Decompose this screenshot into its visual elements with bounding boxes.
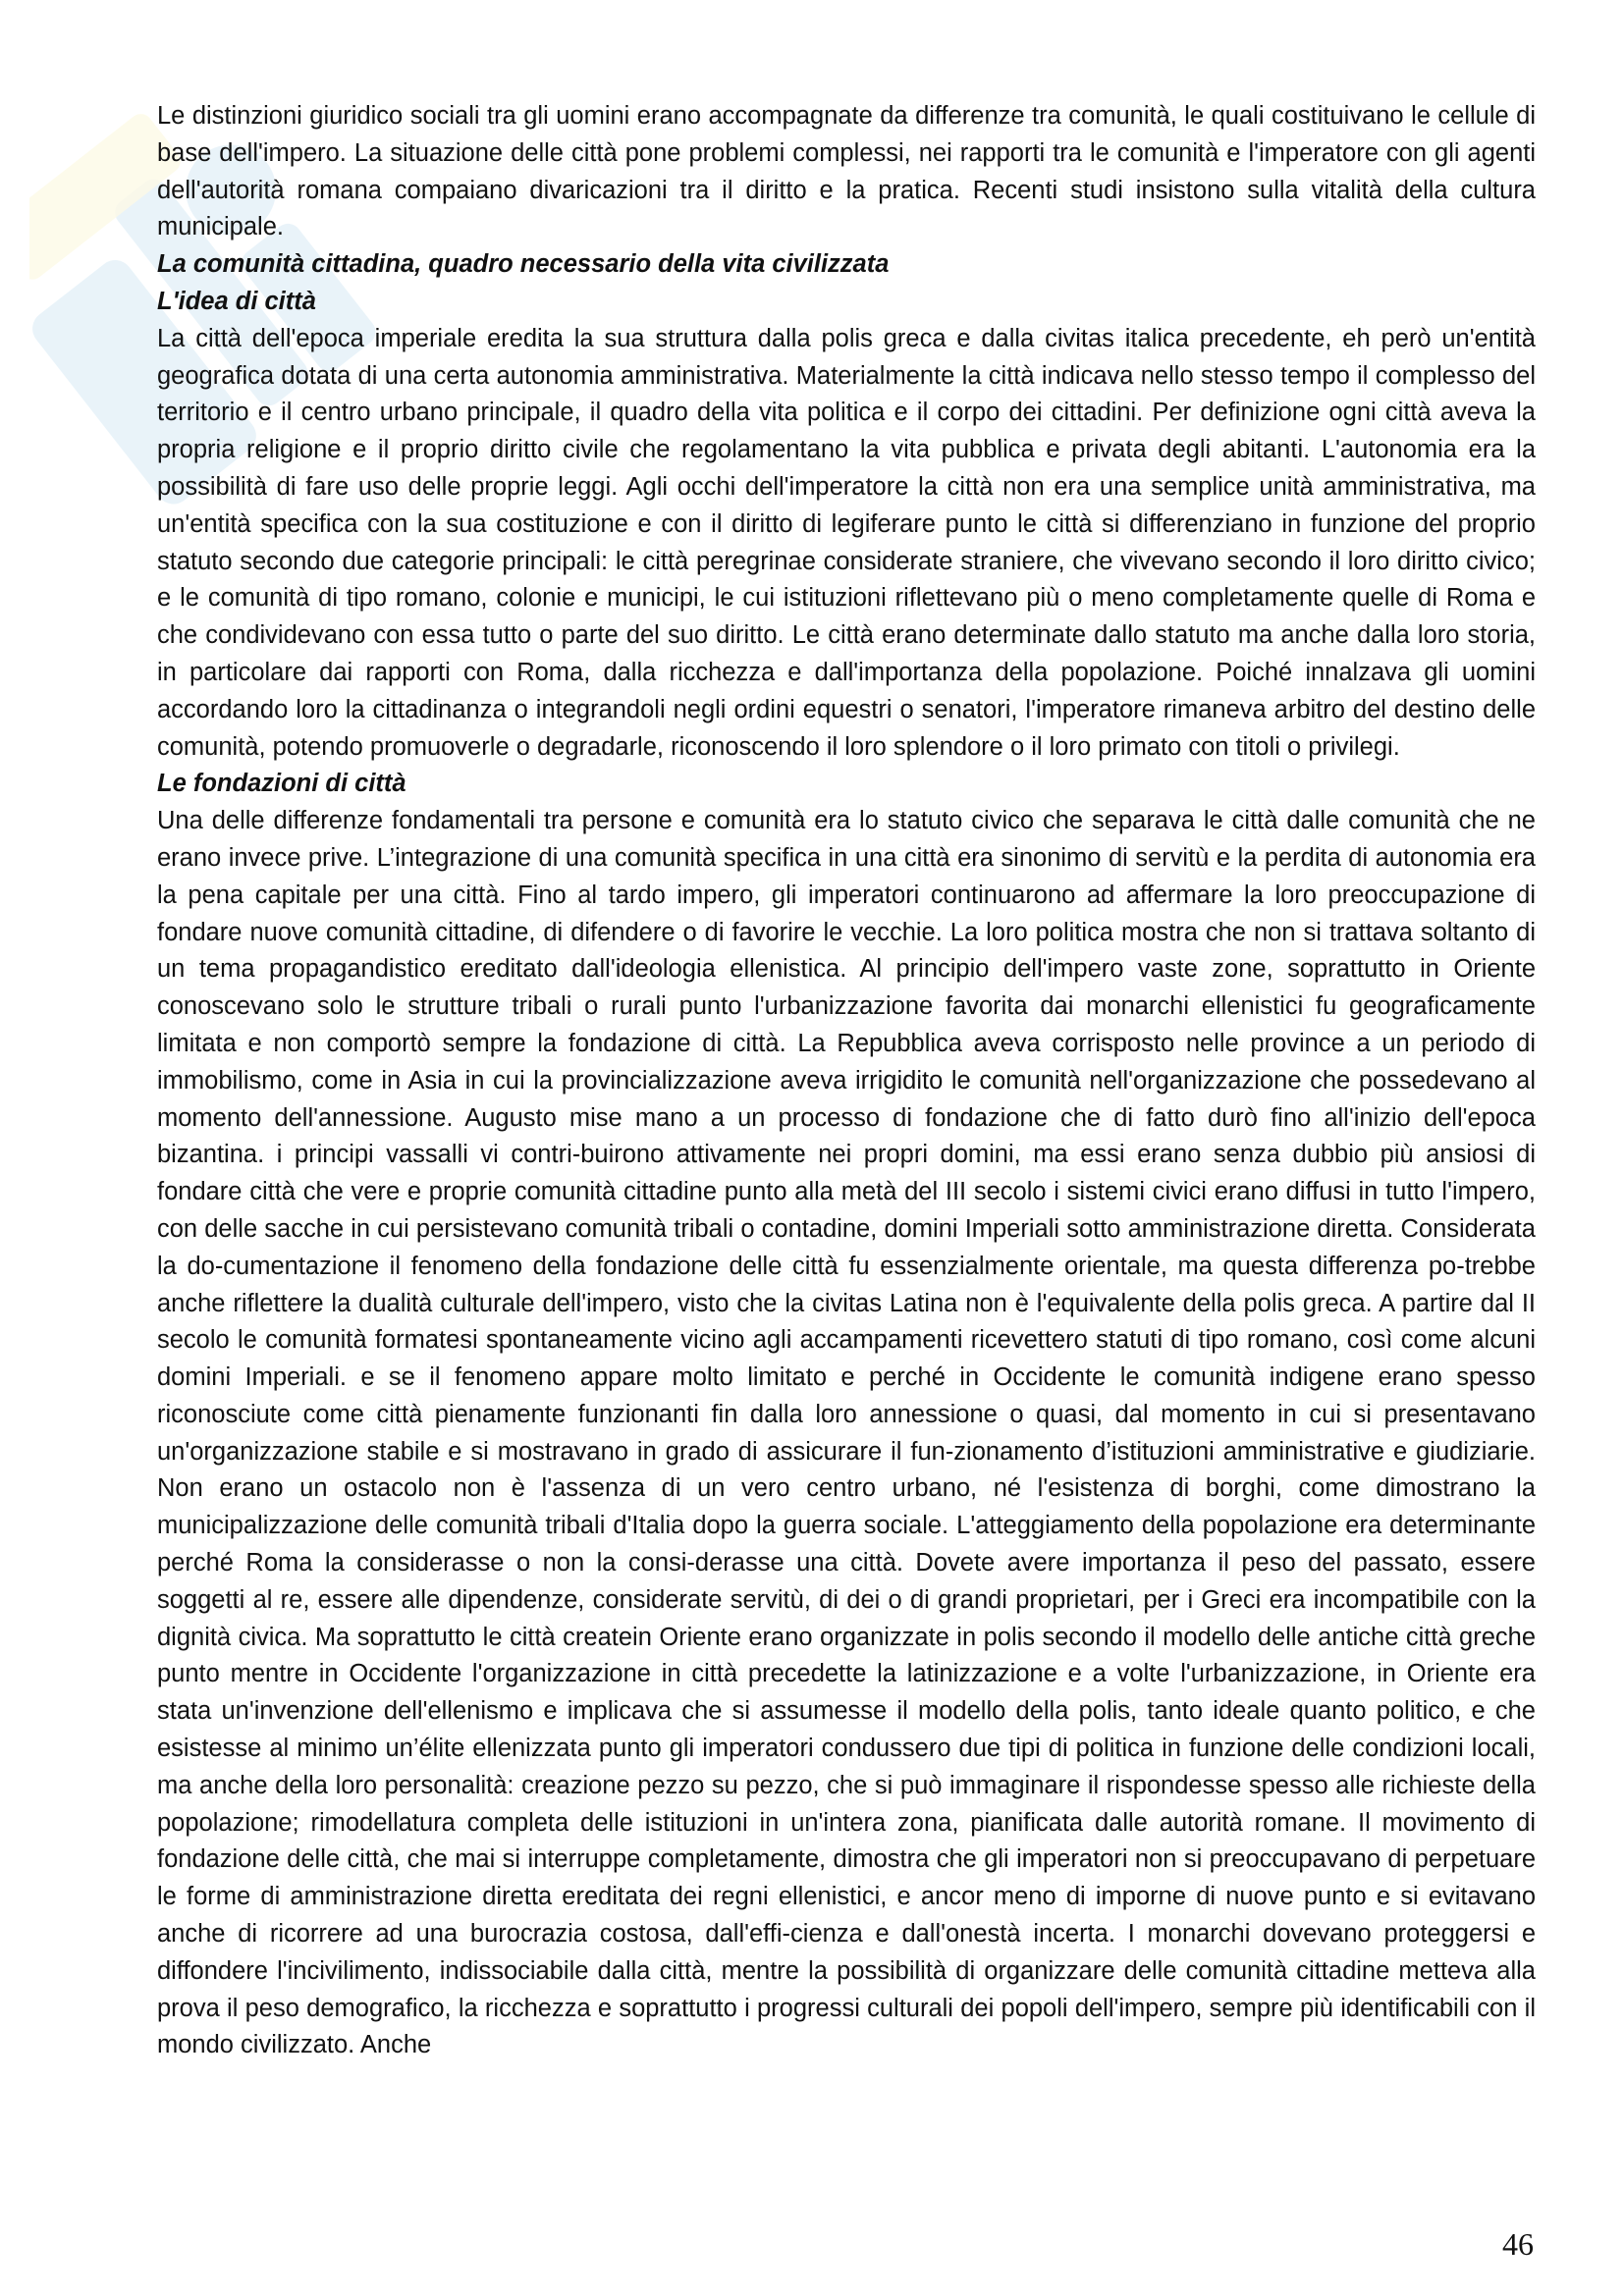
page-content [157, 98, 1536, 2064]
subsection-heading-idea-di-citta: L'idea di città [157, 287, 316, 315]
subsection-heading-fondazioni: Le fondazioni di città [157, 770, 406, 798]
fondazioni-paragraph: Una delle differenze fondamentali tra persone e comunità era lo statuto civico che separava le città dalle comunità che ne erano invece prive. L’integrazione di una comunità specifica in una città era sinonimo di servitù e la perdita di autonomia era la pena capitale per una città. Fino al tardo impero, gli imperatori continuarono ad affermare la loro preoccupazione di fondare nuove comunità cittadine, di difendere o di favorire le vecchie. La loro politica mostra che non si trattava soltanto di un tema propagandistico ereditato dall'ideologia ellenistica. Al principio dell'impero vaste zone, soprattutto in Oriente conoscevano solo le strutture tribali o rurali punto l'urbanizzazione favorita dai monarchi ellenistici fu geograficamente limitata e non comportò sempre la fondazione di città. La Repubblica aveva corrisposto nelle province a un periodo di immobilismo, come in Asia in cui la provincializzazione aveva irrigidito le comunità nell'organizzazione che possedevano al momento dell'annessione. Augusto mise mano a un processo di fondazione che di fatto durò fino all'inizio dell'epoca bizantina. i principi vassalli vi contri-buirono attivamente nei propri domini, ma essi erano senza dubbio più ansiosi di fondare città che vere e proprie comunità cittadine punto alla metà del III secolo i sistemi civici erano diffusi in tutto l'impero, con delle sacche in cui persistevano comunità tribali o contadine, domini Imperiali sotto amministrazione diretta. Considerata la do-cumentazione il fenomeno della fondazione delle città fu essenzialmente orientale, ma questa differenza po-trebbe anche riflettere la dualità culturale dell'impero, visto che la civitas Latina non è l'equivalente della polis greca. A partire dal II secolo le comunità formatesi spontaneamente vicino agli accampamenti ricevettero statuti di tipo romano, così come alcuni domini Imperiali. e se il fenomeno appare molto limitato e perché in Occidente le comunità indigene erano spesso riconosciute come città pienamente funzionanti fin dalla loro annessione o quasi, dal momento in cui si presentavano un'organizzazione stabile e si mostravano in grado di assicurare il fun-zionamento d’istituzioni amministrative e giudiziarie. Non erano un ostacolo non è l'assenza di un vero centro urbano, né l'esistenza di borghi, come dimostrano la municipalizzazione delle comunità tribali d'Italia dopo la guerra sociale. L'atteggiamento della popolazione era determinante perché Roma la considerasse o non la consi-derasse una città. Dovete avere importanza il peso del passato, essere soggetti al re, essere alle dipendenze, considerate servitù, di dei o di grandi proprietari, per i Greci era incompatibile con la dignità civica. Ma soprattutto le città createin Oriente erano organizzate in polis secondo il modello delle antiche città greche punto mentre in Occidente l'organizzazione in città precedette la latinizzazione e a volte l'urbanizzazione, in Oriente era stata un'invenzione dell'ellenismo e implicava che si assumesse il modello della polis, tanto ideale quanto politico, e che esistesse al minimo un’élite ellenizzata punto gli imperatori condussero due tipi di politica in funzione delle condizioni locali, ma anche della loro personalità: creazione pezzo su pezzo, che si può immaginare il rispondesse spesso alle richieste della popolazione; rimodellatura completa delle istituzioni in un'intera zona, pianificata dalle autorità romane. Il movimento di fondazione delle città, che mai si interruppe completamente, dimostra che gli imperatori non si preoccupavano di perpetuare le forme di amministrazione diretta ereditata dei regni ellenistici, e ancor meno di imporne di nuove punto e si evitavano anche di ricorrere ad una burocrazia costosa, dall'effi-cienza e dall'onestà incerta. I monarchi dovevano proteggersi e diffondere l'incivilimento, indissociabile dalla città, mentre la possibilità di organizzare delle comunità cittadine metteva alla prova il peso demografico, la ricchezza e soprattutto i progressi culturali dei popoli dell'impero, sempre più identificabili con il mondo civilizzato. Anche [157, 807, 1536, 2059]
section-heading: La comunità cittadina, quadro necessario della vita civilizzata [157, 250, 890, 279]
idea-di-citta-paragraph: La città dell'epoca imperiale eredita la sua struttura dalla polis greca e dalla civitas italica precedente, eh però un'entità geografica dotata di una certa autonomia amministrativa. Materialmente la città indicava nello stesso tempo il complesso del territorio e il centro urbano principale, il quadro della vita politica e il corpo dei cittadini. Per definizione ogni città aveva la propria religione e il proprio diritto civile che regolamentano la vita pubblica e privata degli abitanti. L'autonomia era la possibilità di fare uso delle proprie leggi. Agli occhi dell'imperatore la città non era una semplice unità amministrativa, ma un'entità specifica con la sua costituzione e con il diritto di legiferare punto le città si differenziano in funzione del proprio statuto secondo due categorie principali: le città peregrinae considerate straniere, che vivevano secondo il loro diritto civico; e le comunità di tipo romano, colonie e municipi, le cui istituzioni riflettevano più o meno completamente quelle di Roma e che condividevano con essa tutto o parte del suo diritto. Le città erano determinate dallo statuto ma anche dalla loro storia, in particolare dai rapporti con Roma, dalla ricchezza e dall'importanza della popolazione. Poiché innalzava gli uomini accordando loro la cittadinanza o integrandoli negli ordini equestri o senatori, l'imperatore rimaneva arbitro del destino delle comunità, potendo promuoverle o degradarle, riconoscendo il loro splendore o il loro primato con titoli o privilegi. [157, 324, 1536, 761]
intro-paragraph: Le distinzioni giuridico sociali tra gli uomini erano accompagnate da differenze tra comunità, le quali costituivano le cellule di base dell'impero. La situazione delle città pone problemi complessi, nei rapporti tra le comunità e l'imperatore con gli agenti dell'autorità romana compaiano divaricazioni tra il diritto e la pratica. Recenti studi insistono sulla vitalità della cultura municipale. [157, 102, 1536, 241]
page-number: 46 [1502, 2226, 1534, 2262]
